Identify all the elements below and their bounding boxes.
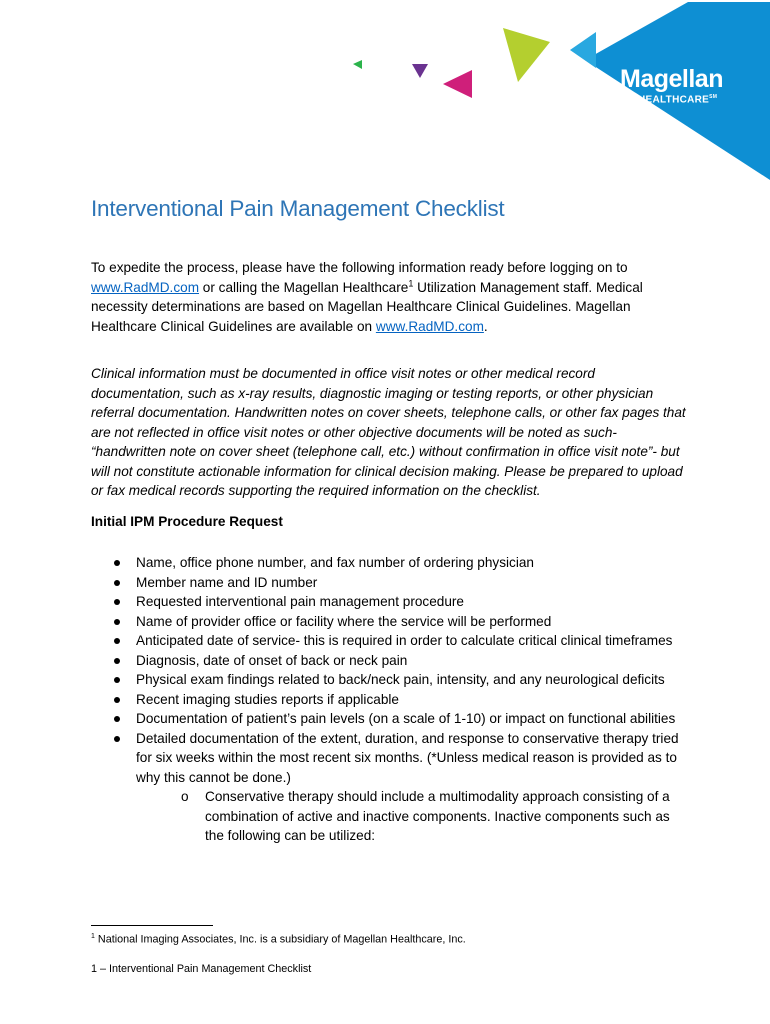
checklist: [111, 553, 691, 846]
sub-checklist-item-text: Conservative therapy should include a multimodality approach consisting of a combination of active and inactive components. Inactive components such as the following can be utilized:: [205, 789, 670, 843]
footnote-text: National Imaging Associates, Inc. is a subsidiary of Magellan Healthcare, Inc.: [94, 933, 466, 946]
sub-checklist: [136, 787, 691, 846]
radmd-link-2[interactable]: www.RadMD.com: [375, 318, 484, 334]
checklist-item: Recent imaging studies reports if applicable: [111, 690, 691, 710]
section-heading: Initial IPM Procedure Request: [91, 514, 283, 529]
logo-triangle-green: [353, 60, 362, 69]
checklist-item: Anticipated date of service- this is required in order to calculate critical clinical timeframes: [111, 631, 691, 651]
logo-name: Magellan: [620, 65, 723, 93]
sub-bullet-marker: o: [181, 789, 189, 804]
logo: [620, 66, 723, 105]
checklist-item: Documentation of patient’s pain levels (on a scale of 1-10) or impact on functional abilities: [111, 709, 691, 729]
checklist-item: Physical exam findings related to back/neck pain, intensity, and any neurological deficits: [111, 670, 691, 690]
clinical-info-note: Clinical information must be documented in office visit notes or other medical record documentation, such as x-ray results, diagnostic imaging or testing reports, or other physician referral documentation. Handwritten notes on cover sheets, telephone calls, or other fax pages that are not reflected in office visit notes or other objective documents will be noted as such- “handwritten note on cover sheet (telephone call, etc.) without confirmation in office visit note”- but will not constitute actionable information for clinical decision making. Please be prepared to upload or fax medical records supporting the required information on the checklist.: [91, 366, 686, 498]
intro-text-4: .: [483, 318, 488, 334]
checklist-item-text: Detailed documentation of the extent, duration, and response to conservative therapy tried for six weeks within the most recent six months. (*Unless medical reason is provided as to why this cannot be done.): [136, 730, 679, 785]
page-footer: 1 – Interventional Pain Management Checklist: [91, 963, 312, 975]
logo-triangle-lightblue: [570, 32, 596, 68]
logo-triangle-lime: [503, 28, 550, 82]
intro-paragraph: [91, 258, 691, 336]
logo-subtitle-text: HEALTHCARE: [638, 94, 710, 106]
checklist-item: Name of provider office or facility where the service will be performed: [111, 612, 691, 632]
logo-triangle-purple: [412, 64, 428, 78]
footnote-reference: 1: [408, 277, 414, 288]
intro-text-3: Utilization Management staff. Medical necessity determinations are based on Magellan Healthcare Clinical Guidelines. Magellan Healthcare Clinical Guidelines are available on: [91, 279, 643, 334]
logo-triangle-magenta: [443, 70, 472, 98]
checklist-item: Member name and ID number: [111, 573, 691, 593]
checklist-item: Requested interventional pain management procedure: [111, 592, 691, 612]
intro-text-2: or calling the Magellan Healthcare: [199, 279, 409, 295]
page-title: Interventional Pain Management Checklist: [91, 196, 505, 221]
logo-subtitle: [620, 92, 723, 105]
footnote: [91, 933, 466, 946]
footnote-number: 1: [91, 933, 95, 940]
intro-text-1: To expedite the process, please have the following information ready before logging on to: [91, 260, 628, 275]
checklist-item-conservative-therapy: [111, 729, 691, 846]
checklist-item: Name, office phone number, and fax number of ordering physician: [111, 553, 691, 573]
radmd-link-1[interactable]: www.RadMD.com: [91, 279, 200, 295]
footnote-divider: [91, 925, 213, 926]
checklist-item: Diagnosis, date of onset of back or neck pain: [111, 651, 691, 671]
logo-service-mark: SM: [709, 94, 718, 100]
sub-checklist-item: [181, 787, 691, 846]
